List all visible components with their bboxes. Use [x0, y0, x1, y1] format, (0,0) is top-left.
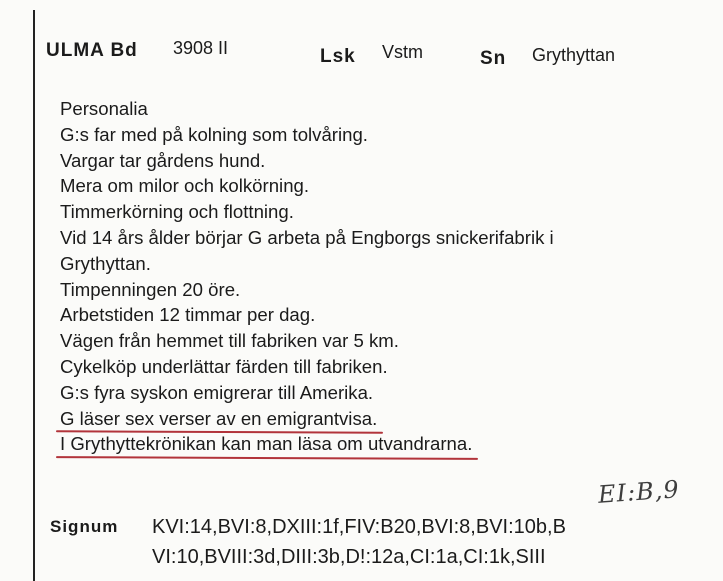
text-line: Personalia	[60, 98, 148, 119]
text-line: Vargar tar gårdens hund.	[60, 149, 266, 171]
text-line: Vägen från hemmet till fabriken var 5 km.	[60, 330, 399, 352]
text-line: Timmerkörning och flottning.	[60, 201, 294, 223]
ulma-value: 3908 II	[173, 38, 229, 58]
signum-codes	[152, 512, 722, 572]
text-line: Grythyttan.	[60, 252, 151, 274]
card-border-left	[33, 10, 35, 581]
card-header	[46, 38, 706, 72]
text-line-underlined: I Grythyttekrönikan kan man läsa om utvandrarna.	[60, 431, 700, 457]
text-line: Mera om milor och kolkörning.	[60, 175, 310, 197]
lsk-label: Lsk	[320, 46, 356, 67]
text-line: Timpenningen 20 öre.	[60, 278, 241, 300]
ulma-label: ULMA Bd	[46, 40, 138, 61]
text-line: G:s far med på kolning som tolvåring.	[60, 123, 368, 145]
text-line: Cykelköp underlättar färden till fabriken.	[60, 355, 388, 377]
text-line: G:s fyra syskon emigrerar till Amerika.	[60, 381, 374, 403]
lsk-value: Vstm	[382, 42, 424, 62]
text-line-underlined: G läser sex verser av en emigrantvisa.	[60, 406, 700, 432]
signum-line-2: VI:10,BVIII:3d,DIII:3b,D!:12a,CI:1a,CI:1k,SIII	[152, 546, 546, 568]
card-body	[60, 96, 700, 457]
text-line: Vid 14 års ålder börjar G arbeta på Engborgs snickerifabrik i	[60, 226, 554, 248]
signum-line-1: KVI:14,BVI:8,DXIII:1f,FIV:B20,BVI:8,BVI:10b,B	[152, 516, 566, 538]
sn-value: Grythyttan	[532, 45, 616, 65]
text-line: Arbetstiden 12 timmar per dag.	[60, 304, 316, 326]
signum-label: Signum	[50, 517, 119, 536]
sn-label: Sn	[480, 48, 507, 69]
handwritten-note: EI:B,9	[597, 475, 681, 509]
